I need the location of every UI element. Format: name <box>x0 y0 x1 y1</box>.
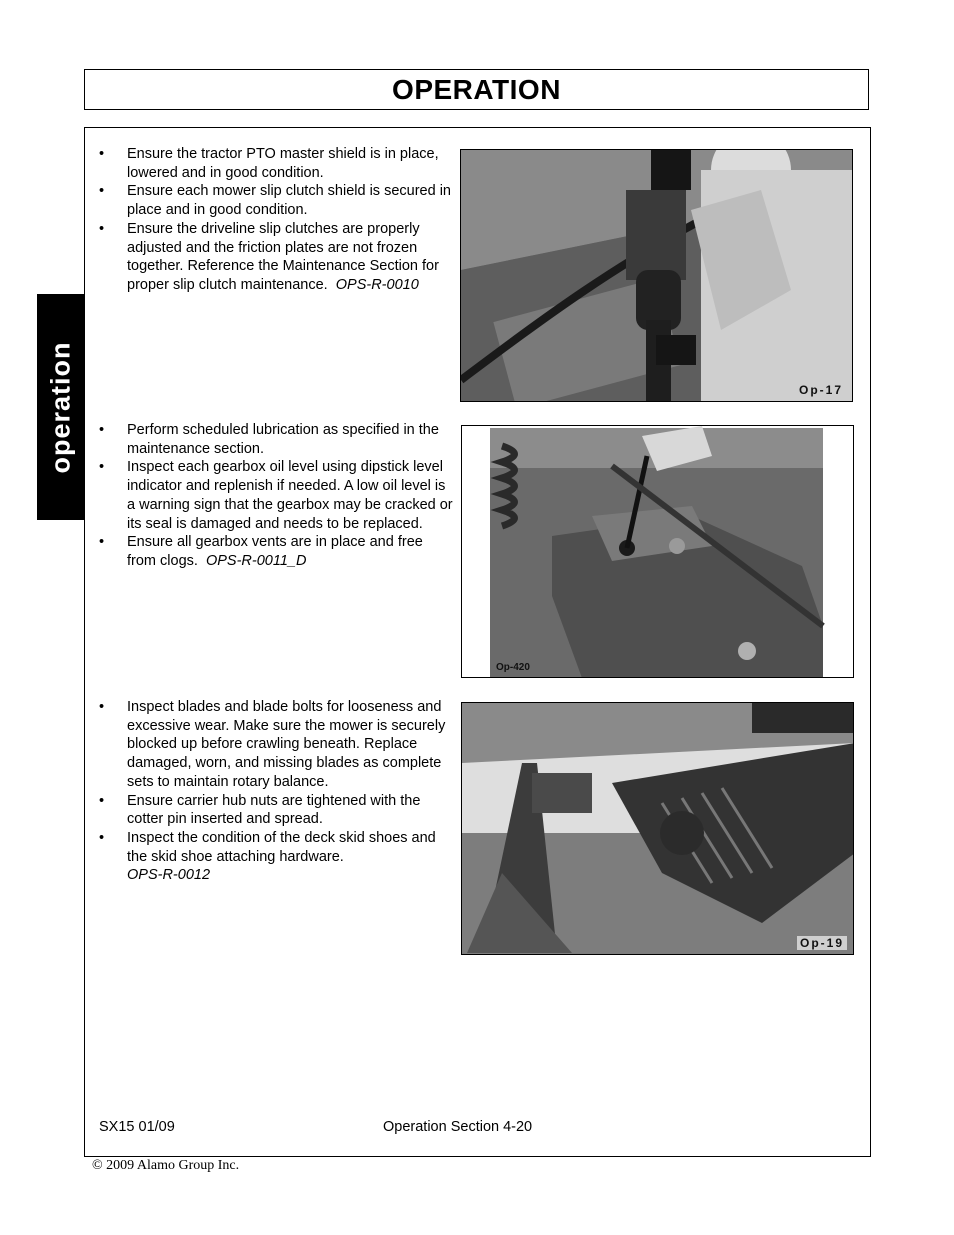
list-item: • Ensure carrier hub nuts are tightened with the cotter pin inserted and spread. <box>97 792 453 829</box>
reference-code: OPS-R-0011_D <box>205 552 307 569</box>
list-item: • Ensure all gearbox vents are in place and free from clogs. OPS-R-0011_D <box>97 533 453 570</box>
photo-pto-shield <box>460 149 853 402</box>
photo-label: Op-420 <box>496 662 530 673</box>
side-tab <box>37 294 84 520</box>
bullet-list <box>97 145 453 295</box>
reference-code: OPS-R-0010 <box>335 276 419 293</box>
footer-model: SX15 01/09 <box>99 1119 175 1135</box>
section-lubrication <box>97 421 453 571</box>
header-box <box>84 69 869 110</box>
list-item: • Ensure the tractor PTO master shield is in place, lowered and in good condition. <box>97 145 453 182</box>
photo-label: Op-17 <box>796 383 846 397</box>
page-title: OPERATION <box>392 73 561 105</box>
list-item: • Perform scheduled lubrication as specified in the maintenance section. <box>97 421 453 458</box>
copyright: © 2009 Alamo Group Inc. <box>92 1158 240 1173</box>
footer-page-number: Operation Section 4-20 <box>383 1119 533 1135</box>
bullet-list <box>97 421 453 571</box>
reference-code: OPS-R-0012 <box>127 867 211 884</box>
list-item: • Inspect the condition of the deck skid shoes and the skid shoe attaching hardware. OPS-R-0012 <box>97 829 453 885</box>
photo-label: Op-19 <box>797 936 847 950</box>
gearbox-image <box>462 426 854 678</box>
section-pto-shield <box>97 145 453 295</box>
blades-image <box>462 703 854 955</box>
section-blades <box>97 698 453 885</box>
photo-gearbox <box>461 425 854 678</box>
list-item: • Ensure each mower slip clutch shield is secured in place and in good condition. <box>97 182 453 219</box>
list-item: • Inspect blades and blade bolts for looseness and excessive wear. Make sure the mower is securely blocked up before crawling beneath. Replace damaged, worn, and missing blades as complete sets to maintain rotary balance. <box>97 698 453 792</box>
list-item: • Ensure the driveline slip clutches are properly adjusted and the friction plates are not frozen together. Reference the Maintenance Section for proper slip clutch maintenance. OPS-R-0010 <box>97 220 453 295</box>
side-tab-label: operation <box>45 340 76 474</box>
photo-blades <box>461 702 854 955</box>
pto-shield-image <box>461 150 853 402</box>
list-item: • Inspect each gearbox oil level using dipstick level indicator and replenish if needed. A low oil level is a warning sign that the gearbox may be cracked or its seal is damaged and needs to be replaced. <box>97 458 453 533</box>
bullet-list <box>97 698 453 885</box>
